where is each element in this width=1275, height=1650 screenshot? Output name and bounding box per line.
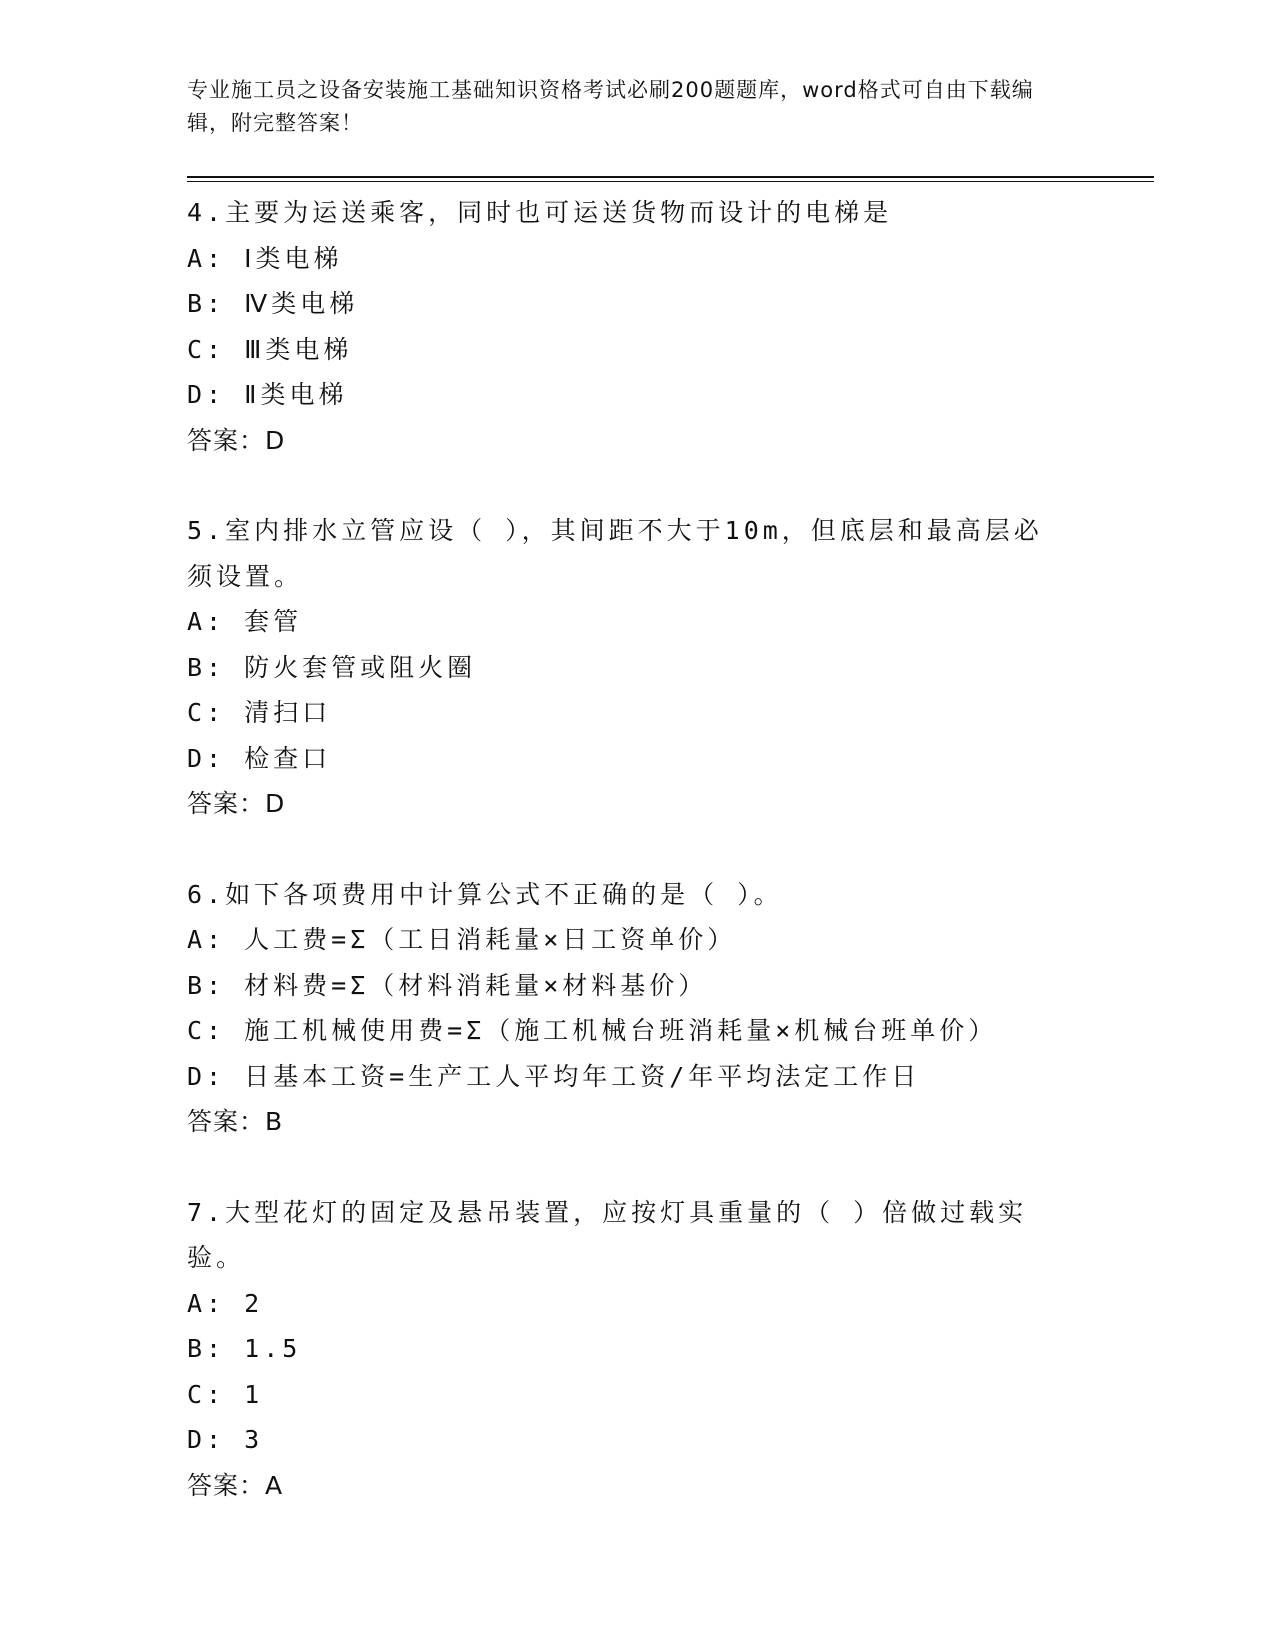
option-d: D: Ⅱ类电梯: [187, 380, 348, 409]
option-c: C: 清扫口: [187, 698, 332, 727]
option-b: B: 防火套管或阻火圈: [187, 652, 477, 682]
option-c: C: 1: [187, 1379, 264, 1409]
option-b: B: 1.5: [187, 1334, 302, 1363]
answer-line: 答案：D: [187, 425, 286, 455]
question-list: [187, 190, 1087, 1553]
question-stem: 5.室内排水立管应设（ ），其间距不大于10m，但底层和最高层必须设置。: [187, 516, 1043, 591]
option-a: A: 2: [187, 1288, 264, 1318]
option-b: B: Ⅳ类电梯: [187, 289, 359, 318]
option-d: D: 3: [187, 1425, 264, 1454]
option-d: D: 日基本工资=生产工人平均年工资/年平均法定工作日: [187, 1061, 921, 1091]
answer-line: 答案：D: [187, 789, 286, 818]
header-rule-thin: [187, 181, 1154, 182]
option-d: D: 检查口: [187, 743, 332, 773]
question-7: [187, 1190, 1087, 1509]
document-header: 专业施工员之设备安装施工基础知识资格考试必刷200题题库，word格式可自由下载编辑，附完整答案！: [187, 78, 1034, 135]
answer-line: 答案：A: [187, 1470, 284, 1500]
option-a: A: 套管: [187, 607, 303, 636]
question-stem: 7.大型花灯的固定及悬吊装置，应按灯具重量的（ ）倍做过载实验。: [187, 1197, 1028, 1272]
question-stem: 6.如下各项费用中计算公式不正确的是（ ）。: [187, 879, 783, 909]
question-6: [187, 872, 1087, 1145]
question-stem: 4.主要为运送乘客，同时也可运送货物而设计的电梯是: [187, 198, 893, 227]
option-c: C: 施工机械使用费=Σ（施工机械台班消耗量×机械台班单价）: [187, 1016, 998, 1045]
option-c: C: Ⅲ类电梯: [187, 334, 353, 364]
option-b: B: 材料费=Σ（材料消耗量×材料基价）: [187, 970, 708, 1000]
answer-line: 答案：B: [187, 1107, 284, 1136]
question-4: [187, 190, 1087, 463]
header-rule-thick: [187, 176, 1154, 178]
option-a: A: Ⅰ类电梯: [187, 243, 343, 273]
option-a: A: 人工费=Σ（工日消耗量×日工资单价）: [187, 925, 737, 954]
question-5: [187, 508, 1087, 827]
